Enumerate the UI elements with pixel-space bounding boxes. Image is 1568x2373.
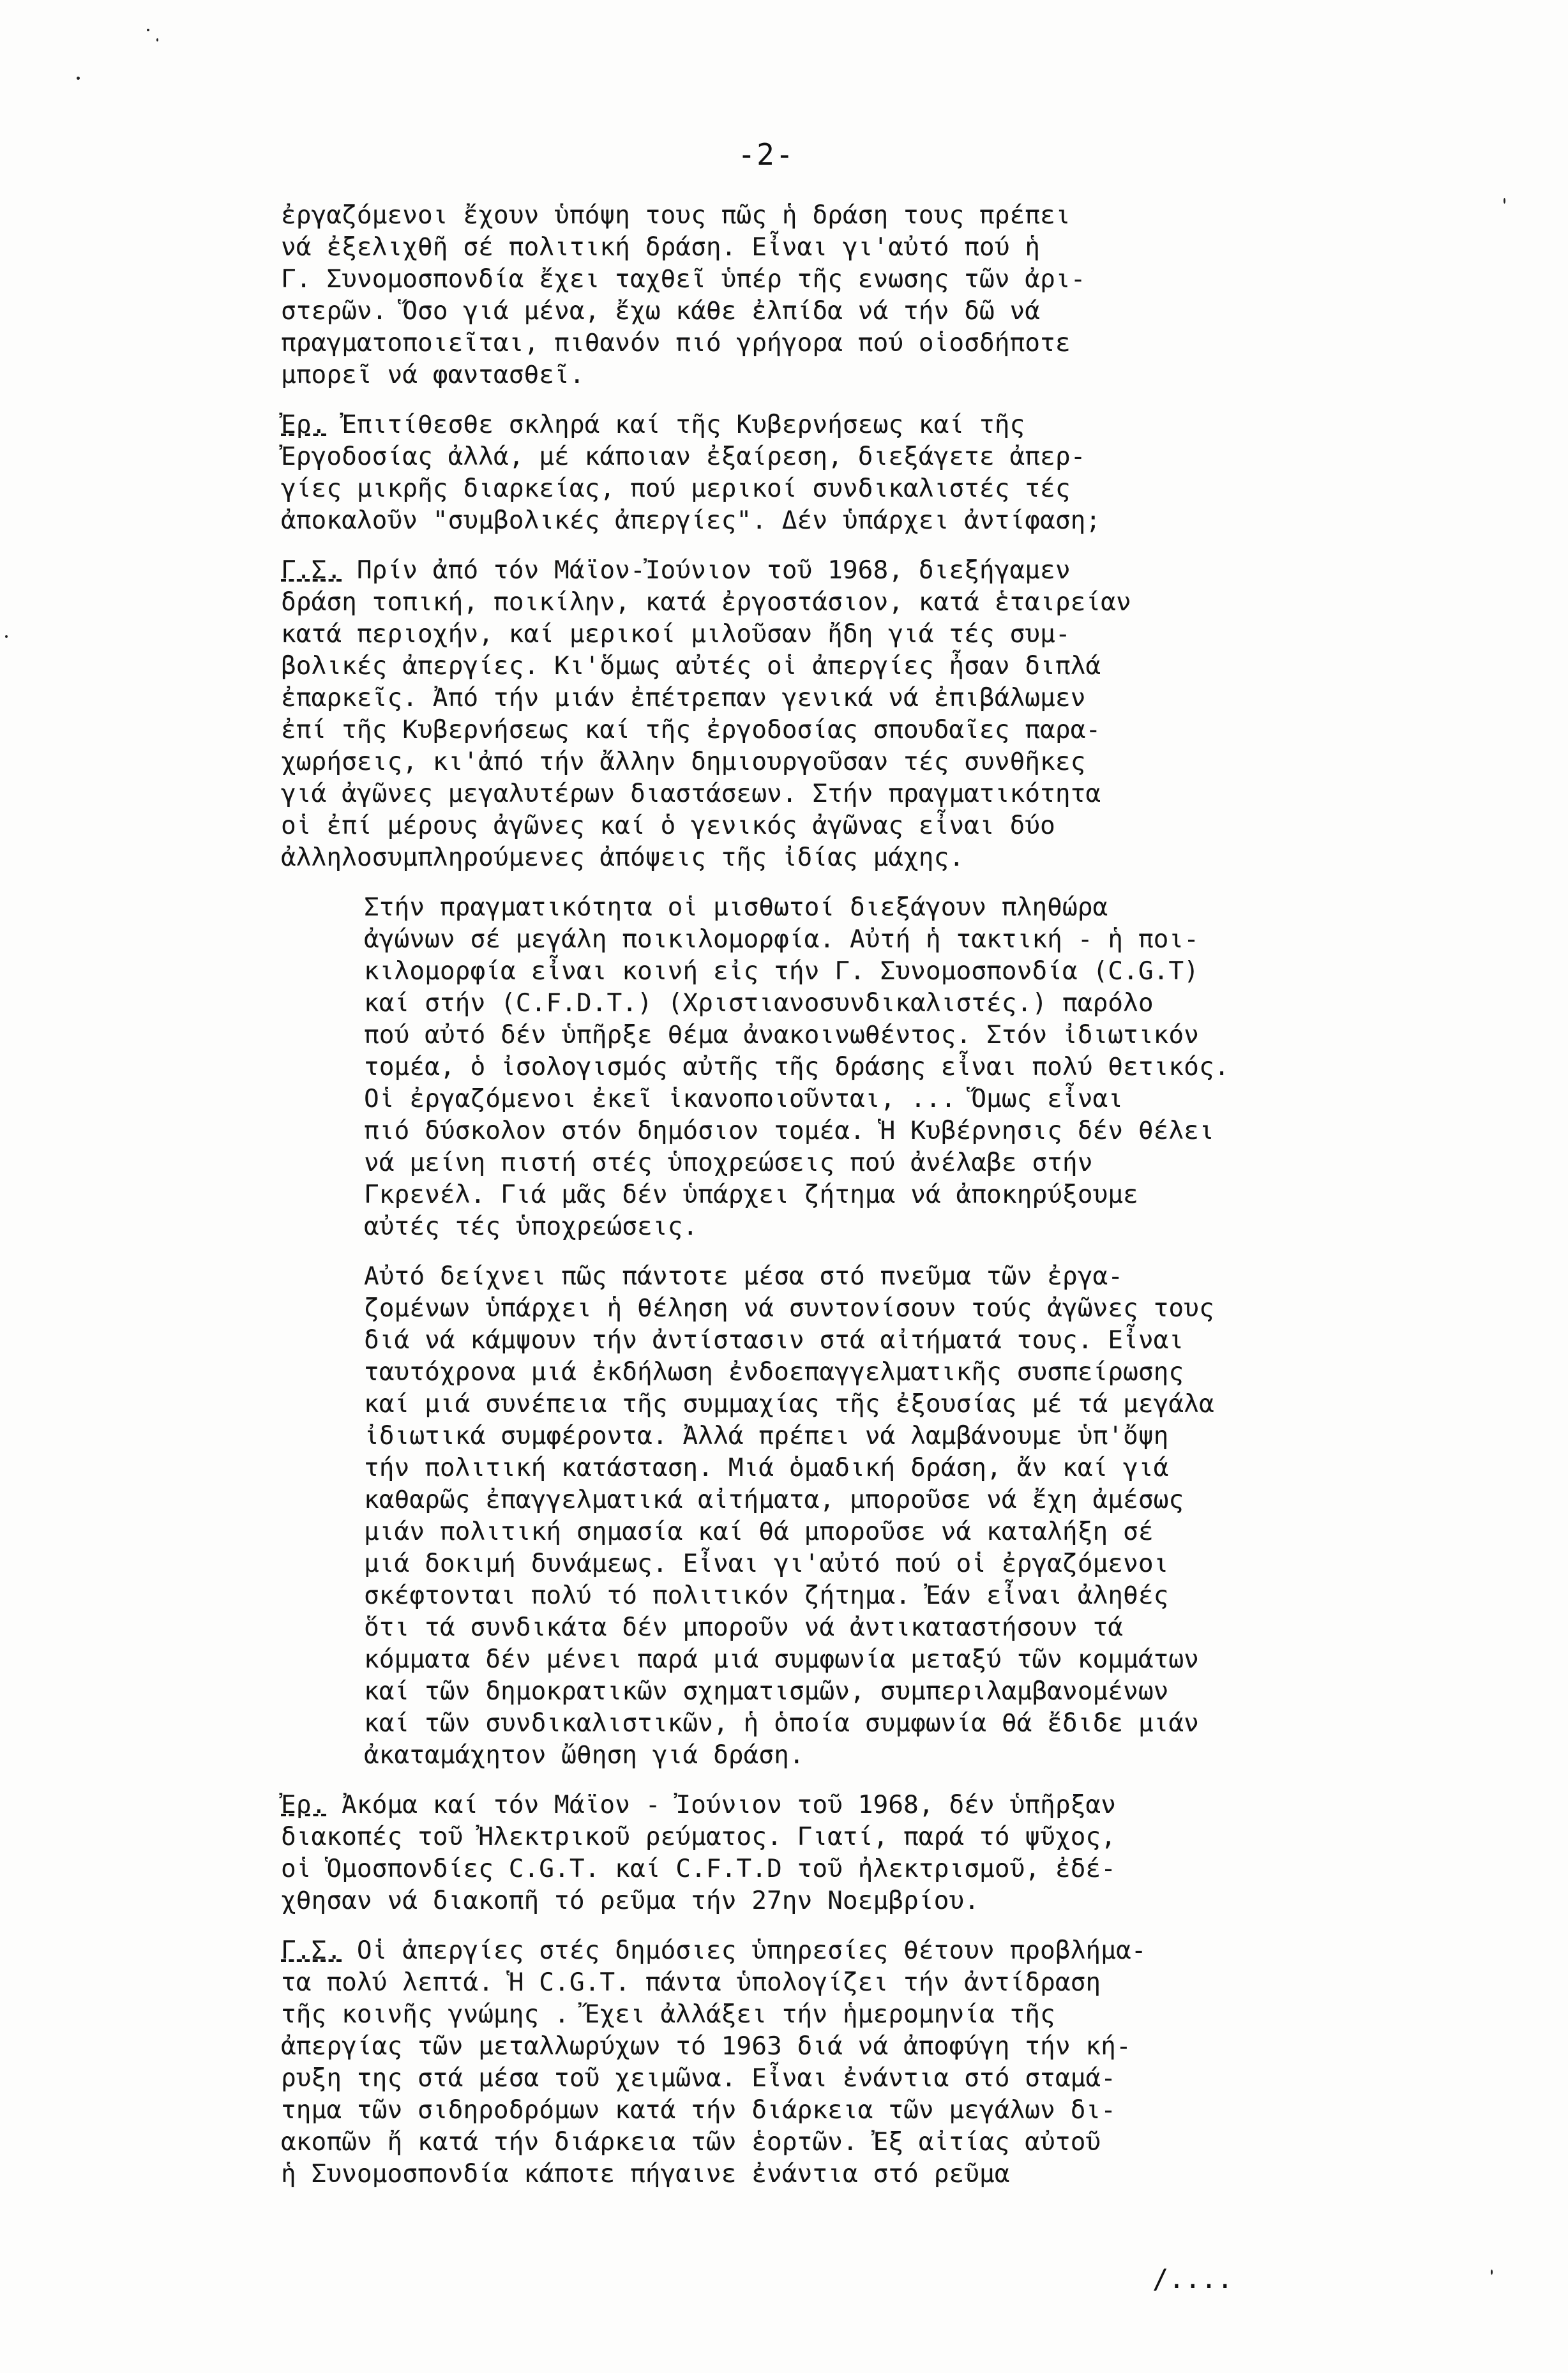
line-text: ἡ Συνομοσπονδία κάποτε πήγαινε ἐνάντια στό ρεῦμα — [281, 2159, 1010, 2188]
paragraph — [281, 554, 1392, 873]
text-line — [364, 955, 1392, 987]
line-text: χωρήσεις, κι'ἀπό τήν ἄλλην δημιουργοῦσαν τές συνθῆκες — [281, 747, 1086, 776]
text-line — [364, 1147, 1392, 1179]
text-line — [364, 1516, 1392, 1548]
line-text: καί στήν (C.F.D.T.) (Χριστιανοσυνδικαλιστές.) παρόλο — [364, 988, 1154, 1018]
line-text: ζομένων ὑπάρχει ἡ θέληση νά συντονίσουν τούς ἀγῶνες τους — [364, 1293, 1214, 1323]
text-line — [281, 231, 1392, 263]
line-text: διακοπές τοῦ Ἠλεκτρικοῦ ρεύματος. Γιατί, παρά τό ψῦχος, — [281, 1822, 1116, 1851]
text-line — [281, 841, 1392, 873]
line-text: Γκρενέλ. Γιά μᾶς δέν ὑπάρχει ζήτημα νά ἀποκηρύξουμε — [364, 1180, 1138, 1209]
text-line — [364, 1260, 1392, 1292]
text-line — [281, 554, 1392, 586]
text-line — [281, 263, 1392, 295]
line-text: ἐπί τῆς Κυβερνήσεως καί τῆς ἐργοδοσίας σπουδαῖες παρα- — [281, 715, 1101, 744]
line-text: ταυτόχρονα μιά ἐκδήλωση ἐνδοεπαγγελματικῆς συσπείρωσης — [364, 1357, 1184, 1387]
line-text: πού αὐτό δέν ὑπῆρξε θέμα ἀνακοινωθέντος. Στόν ἰδιωτικόν — [364, 1020, 1199, 1050]
paragraph — [281, 1260, 1392, 1771]
text-line — [281, 618, 1392, 650]
line-text: τῆς κοινῆς γνώμης . Ἔχει ἀλλάξει τήν ἡμερομηνία τῆς — [281, 2000, 1055, 2029]
speaker-label: Ἐρ. — [281, 410, 327, 439]
text-line — [281, 2062, 1392, 2094]
text-line — [281, 199, 1392, 231]
line-text: κατά περιοχήν, καί μερικοί μιλοῦσαν ἤδη γιά τές συμ- — [281, 619, 1071, 649]
text-line — [364, 891, 1392, 923]
text-line — [364, 1452, 1392, 1484]
line-text: οἱ ἐπί μέρους ἀγῶνες καί ὁ γενικός ἀγῶνας εἶναι δύο — [281, 811, 1055, 840]
line-text: Οἱ ἐργαζόμενοι ἐκεῖ ἱκανοποιοῦνται, ... Ὅμως εἶναι — [364, 1084, 1124, 1113]
line-text: Στήν πραγματικότητα οἱ μισθωτοί διεξάγουν πληθώρα — [364, 893, 1108, 922]
line-text: κόμματα δέν μένει παρά μιά συμφωνία μεταξύ τῶν κομμάτων — [364, 1645, 1199, 1674]
text-line — [364, 1292, 1392, 1324]
paragraph — [281, 1934, 1392, 2190]
text-line — [281, 586, 1392, 618]
line-text: ρυξη της στά μέσα τοῦ χειμῶνα. Εἶναι ἐνάντια στό σταμά- — [281, 2063, 1116, 2093]
text-line — [281, 1934, 1392, 1966]
paragraph — [281, 199, 1392, 391]
line-text: δράση τοπική, ποικίλην, κατά ἐργοστάσιον, κατά ἑταιρείαν — [281, 587, 1131, 617]
speaker-label: Ἐρ. — [281, 1790, 327, 1819]
text-line — [364, 1548, 1392, 1579]
text-line — [281, 1789, 1392, 1821]
line-text: αὐτές τές ὑποχρεώσεις. — [364, 1212, 698, 1241]
line-text: ἀλληλοσυμπληρούμενες ἀπόψεις τῆς ἰδίας μάχης. — [281, 843, 965, 872]
text-line — [281, 359, 1392, 391]
text-line — [281, 1998, 1392, 2030]
line-text: τα πολύ λεπτά. Ἡ C.G.T. πάντα ὑπολογίζει τήν ἀντίδραση — [281, 1968, 1101, 1997]
paragraph — [281, 409, 1392, 536]
speaker-label: Γ.Σ. — [281, 555, 342, 585]
text-line — [281, 295, 1392, 327]
text-line — [281, 472, 1392, 504]
text-line — [281, 2126, 1392, 2158]
text-line — [281, 1821, 1392, 1853]
line-text: σκέφτονται πολύ τό πολιτικόν ζήτημα. Ἐάν εἶναι ἀληθές — [364, 1581, 1169, 1610]
text-line — [364, 1356, 1392, 1388]
text-line — [281, 441, 1392, 472]
text-line — [364, 1579, 1392, 1611]
line-text: μιάν πολιτική σημασία καί θά μποροῦσε νά καταλήξη σέ — [364, 1517, 1154, 1546]
line-text: Ἐργοδοσίας ἀλλά, μέ κάποιαν ἐξαίρεση, διεξάγετε ἀπερ- — [281, 442, 1086, 471]
line-text: καί τῶν δημοκρατικῶν σχηματισμῶν, συμπεριλαμβανομένων — [364, 1676, 1169, 1706]
text-line — [281, 327, 1392, 359]
text-line — [364, 1739, 1392, 1771]
line-text: καθαρῶς ἐπαγγελματικά αἰτήματα, μποροῦσε νά ἔχη ἀμέσως — [364, 1485, 1184, 1514]
line-text: πιό δύσκολον στόν δημόσιον τομέα. Ἡ Κυβέρνησις δέν θέλει — [364, 1116, 1214, 1145]
line-text: διά νά κάμψουν τήν ἀντίστασιν στά αἰτήματά τους. Εἶναι — [364, 1325, 1184, 1355]
text-line — [281, 650, 1392, 682]
text-line — [281, 1853, 1392, 1885]
line-text: ὅτι τά συνδικάτα δέν μποροῦν νά ἀντικαταστήσουν τά — [364, 1613, 1124, 1642]
line-text: τήν πολιτική κατάσταση. Μιά ὁμαδική δράση, ἄν καί γιά — [364, 1453, 1169, 1482]
document-body — [281, 199, 1392, 2208]
line-text: στερῶν. Ὅσο γιά μένα, ἔχω κάθε ἐλπίδα νά τήν δῶ νά — [281, 296, 1041, 326]
paragraph — [281, 891, 1392, 1242]
line-text: Ἀκόμα καί τόν Μάϊον - Ἰούνιον τοῦ 1968, δέν ὑπῆρξαν — [326, 1790, 1116, 1819]
line-text: καί τῶν συνδικαλιστικῶν, ἡ ὁποία συμφωνία θά ἔδιδε μιάν — [364, 1708, 1199, 1738]
line-text: βολικές ἀπεργίες. Κι'ὅμως αὐτές οἱ ἀπεργίες ἦσαν διπλά — [281, 651, 1101, 681]
line-text: τομέα, ὁ ἰσολογισμός αὐτῆς τῆς δράσης εἶναι πολύ θετικός. — [364, 1052, 1230, 1081]
text-line — [281, 2094, 1392, 2126]
line-text: Αὐτό δείχνει πῶς πάντοτε μέσα στό πνεῦμα τῶν ἐργα- — [364, 1262, 1124, 1291]
text-line — [364, 1210, 1392, 1242]
text-line — [281, 746, 1392, 778]
text-line — [364, 1484, 1392, 1516]
text-line — [364, 1179, 1392, 1210]
text-line — [281, 2158, 1392, 2190]
line-text: μιά δοκιμή δυνάμεως. Εἶναι γι'αὐτό πού οἱ ἐργαζόμενοι — [364, 1549, 1169, 1578]
text-line — [364, 1675, 1392, 1707]
text-line — [281, 682, 1392, 714]
line-text: τημα τῶν σιδηροδρόμων κατά τήν διάρκεια τῶν μεγάλων δι- — [281, 2095, 1116, 2125]
text-line — [364, 1643, 1392, 1675]
line-text: χθησαν νά διακοπῆ τό ρεῦμα τήν 27ην Νοεμβρίου. — [281, 1886, 979, 1915]
continuation-mark: /.... — [1152, 2263, 1233, 2294]
speaker-label: Γ.Σ. — [281, 1936, 342, 1965]
text-line — [281, 778, 1392, 810]
line-text: Ἐπιτίθεσθε σκληρά καί τῆς Κυβερνήσεως καί τῆς — [326, 410, 1025, 439]
line-text: πραγματοποιεῖται, πιθανόν πιό γρήγορα πού οἱοσδήποτε — [281, 328, 1071, 358]
text-line — [364, 987, 1392, 1019]
line-text: γιά ἀγῶνες μεγαλυτέρων διαστάσεων. Στήν πραγματικότητα — [281, 779, 1101, 808]
text-line — [281, 504, 1392, 536]
text-line — [364, 1707, 1392, 1739]
text-line — [281, 409, 1392, 441]
line-text: καί μιά συνέπεια τῆς συμμαχίας τῆς ἐξουσίας μέ τά μεγάλα — [364, 1389, 1214, 1419]
text-line — [364, 1388, 1392, 1420]
line-text: νά μείνη πιστή στές ὑποχρεώσεις πού ἀνέλαβε στήν — [364, 1148, 1093, 1177]
text-line — [364, 923, 1392, 955]
line-text: Οἱ ἀπεργίες στές δημόσιες ὑπηρεσίες θέτουν προβλήμα- — [342, 1936, 1147, 1965]
line-text: ἐργαζόμενοι ἔχουν ὑπόψη τους πῶς ἡ δράση τους πρέπει — [281, 200, 1071, 230]
text-line — [364, 1019, 1392, 1051]
line-text: Πρίν ἀπό τόν Μάϊον-Ἰούνιον τοῦ 1968, διεξήγαμεν — [342, 555, 1071, 585]
text-line — [364, 1420, 1392, 1452]
line-text: ἀποκαλοῦν "συμβολικές ἀπεργίες". Δέν ὑπάρχει ἀντίφαση; — [281, 506, 1101, 535]
text-line — [364, 1051, 1392, 1083]
line-text: κιλομορφία εἶναι κοινή εἰς τήν Γ. Συνομοσπονδία (C.G.T) — [364, 956, 1199, 986]
line-text: νά ἐξελιχθῆ σέ πολιτική δράση. Εἶναι γι'αὐτό πού ἡ — [281, 232, 1041, 262]
line-text: γίες μικρῆς διαρκείας, πού μερικοί συνδικαλιστές τές — [281, 474, 1071, 503]
text-line — [281, 714, 1392, 746]
text-line — [364, 1324, 1392, 1356]
line-text: ἀκαταμάχητον ὤθηση γιά δράση. — [364, 1740, 804, 1770]
text-line — [364, 1083, 1392, 1115]
text-line — [364, 1611, 1392, 1643]
line-text: οἱ Ὁμοσπονδίες C.G.T. καί C.F.T.D τοῦ ἠλεκτρισμοῦ, ἐδέ- — [281, 1854, 1116, 1883]
text-line — [281, 1885, 1392, 1917]
line-text: ἰδιωτικά συμφέροντα. Ἀλλά πρέπει νά λαμβάνουμε ὑπ'ὄψη — [364, 1421, 1169, 1450]
text-line — [281, 1966, 1392, 1998]
line-text: ἐπαρκεῖς. Ἀπό τήν μιάν ἐπέτρεπαν γενικά νά ἐπιβάλωμεν — [281, 683, 1086, 712]
line-text: μπορεῖ νά φαντασθεῖ. — [281, 360, 585, 389]
text-line — [281, 2030, 1392, 2062]
line-text: ἀγώνων σέ μεγάλη ποικιλομορφία. Αὐτή ἡ τακτική - ἡ ποι- — [364, 924, 1199, 954]
page-number: -2- — [737, 137, 795, 172]
line-text: ἀπεργίας τῶν μεταλλωρύχων τό 1963 διά νά ἀποφύγη τήν κή- — [281, 2031, 1131, 2061]
line-text: ακοπῶν ἤ κατά τήν διάρκεια τῶν ἑορτῶν. Ἐξ αἰτίας αὐτοῦ — [281, 2127, 1101, 2157]
text-line — [364, 1115, 1392, 1147]
text-line — [281, 810, 1392, 841]
paragraph — [281, 1789, 1392, 1917]
line-text: Γ. Συνομοσπονδία ἔχει ταχθεῖ ὑπέρ τῆς ενωσης τῶν ἀρι- — [281, 264, 1086, 294]
